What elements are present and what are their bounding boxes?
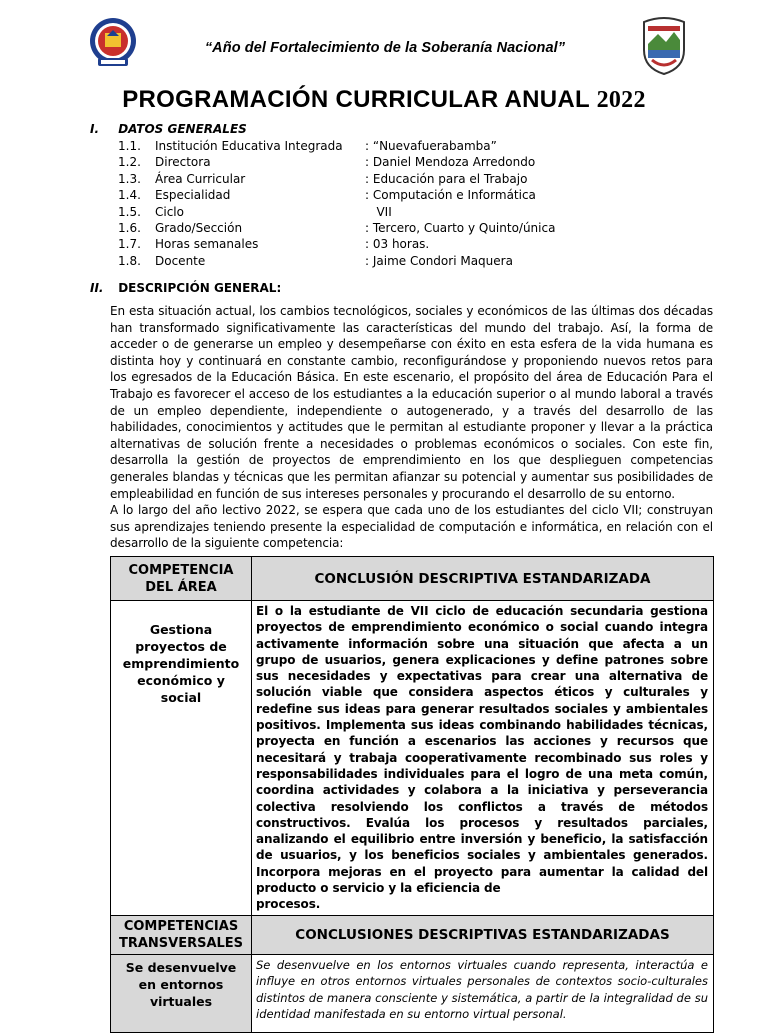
competency-table xyxy=(110,556,714,1033)
competency-conclusion xyxy=(252,601,714,916)
data-key: Directora xyxy=(155,155,211,170)
data-key: Grado/Sección xyxy=(155,220,243,235)
data-value: : “Nuevafuerabamba” xyxy=(365,139,497,153)
data-key: Ciclo xyxy=(155,204,184,219)
data-value: : Educación para el Trabajo xyxy=(365,171,528,186)
conclusion-text-end: procesos. xyxy=(256,897,321,912)
data-row-institution xyxy=(118,139,678,155)
data-value: : Jaime Condori Maquera xyxy=(365,253,513,268)
table-row xyxy=(111,954,714,1032)
table-row xyxy=(111,601,714,916)
document-title xyxy=(0,86,768,114)
data-key: Horas semanales xyxy=(155,237,259,252)
data-key: Especialidad xyxy=(155,188,231,203)
data-row-hours xyxy=(118,237,678,253)
data-number: 1.3. xyxy=(118,171,141,186)
section-2-title: DESCRIPCIÓN GENERAL: xyxy=(118,281,282,295)
section-2-heading xyxy=(90,281,281,295)
data-number: 1.8. xyxy=(118,253,141,268)
data-number: 1.4. xyxy=(118,188,141,203)
data-value: : Tercero, Cuarto y Quinto/única xyxy=(365,220,556,235)
description-paragraph-2: A lo largo del año lectivo 2022, se espera que cada uno de los estudiantes del ciclo VII; construyan sus aprendizajes teniendo presente la especialidad de computación e informática, en relación con el desarrollo de la siguiente competencia: xyxy=(110,503,713,551)
transversal-conclusion: Se desenvuelve en los entornos virtuales cuando representa, interactúa e influye en otros entornos virtuales personales de contextos socio-culturales distintos de manera consciente y sistemática, a partir de la integralidad de su identidad manifestada en su entorno virtual personal. xyxy=(252,954,714,1032)
data-number: 1.5. xyxy=(118,204,141,219)
data-number: 1.2. xyxy=(118,155,141,170)
header-descriptive-conclusions: CONCLUSIONES DESCRIPTIVAS ESTANDARIZADAS xyxy=(252,915,714,954)
title-text: PROGRAMACIÓN CURRICULAR ANUAL xyxy=(122,86,590,113)
section-1-title: DATOS GENERALES xyxy=(118,122,247,136)
data-row-area xyxy=(118,172,678,188)
general-description xyxy=(110,303,713,552)
data-number: 1.1. xyxy=(118,139,141,153)
data-key: Institución Educativa Integrada xyxy=(155,139,343,153)
header-descriptive-conclusion: CONCLUSIÓN DESCRIPTIVA ESTANDARIZADA xyxy=(252,557,714,601)
data-key: Docente xyxy=(155,253,206,268)
data-value: : Daniel Mendoza Arredondo xyxy=(365,155,536,170)
school-emblem-logo xyxy=(88,16,138,70)
data-key: Área Curricular xyxy=(155,171,246,186)
transversal-competency-name: Se desenvuelve en entornos virtuales xyxy=(111,954,252,1032)
data-row-specialty xyxy=(118,188,678,204)
data-row-grade xyxy=(118,221,678,237)
data-number: 1.6. xyxy=(118,220,141,235)
competency-name: Gestiona proyectos de emprendimiento económico y social xyxy=(111,601,252,916)
section-1-heading xyxy=(90,122,247,136)
general-data-list xyxy=(118,139,678,270)
data-value: : 03 horas. xyxy=(365,237,430,252)
year-motto: “Año del Fortalecimiento de la Soberanía Nacional” xyxy=(204,40,566,56)
table-header-row xyxy=(111,557,714,601)
data-value: VII xyxy=(365,204,392,219)
description-paragraph-1: En esta situación actual, los cambios tecnológicos, sociales y económicos de las últimas dos décadas han transformado significativamente las características del mundo del trabajo. Así, la forma de acceder o de generarse un empleo y desempeñarse con éxito en esta esfera de la vida humana es distinta hoy y continuará en constante cambio, reconfigurándose y proponiendo nuevos retos para los egresados de la Educación Básica. En este escenario, el propósito del área de Educación Para el Trabajo es favorecer el acceso de los estudiantes a la educación superior o al mundo laboral a través de un empleo dependiente, independiente o autogenerado, y a través del desarrollo de las habilidades, conocimientos y actitudes que le permitan al estudiante proponer y llevar a la práctica alternativas de solución frente a necesidades o problemas económicos o sociales. Con este fin, desarrolla la gestión de proyectos de emprendimiento en los que desplieguen competencias generales blandas y técnicas que les permitan afianzar su potencial y aumentar sus posibilidades de empleabilidad en función de sus intereses personales y procurando el desarrollo de su entorno. xyxy=(110,304,713,501)
conclusion-text: El o la estudiante de VII ciclo de educación secundaria gestiona proyectos de emprendimiento económico o social cuando integra activamente información sobre una situación que afecta a un grupo de usuarios, genera explicaciones y define patrones sobre sus necesidades y expectativas para crear una alternativa de solución viable que considera aspectos éticos y culturales y redefine sus ideas para generar resultados sociales y ambientales positivos. Implementa sus ideas combinando habilidades técnicas, proyecta en función a escenarios las acciones y recursos que necesitará y trabaja cooperativamente recombinado sus roles y responsabilidades individuales para el logro de una meta común, coordina actividades y colabora a la iniciativa y perseverancia colectiva resolviendo los conflictos a través de métodos constructivos. Evalúa los procesos y resultados parciales, analizando el equilibrio entre inversión y beneficio, la satisfacción de usuarios, y los beneficios sociales y ambientales generados. Incorpora mejoras en el proyecto para aumentar la calidad del producto o servicio y la eficiencia de xyxy=(256,604,708,896)
institution-shield-logo xyxy=(638,14,690,76)
data-row-cycle xyxy=(118,205,678,221)
section-1-number: I. xyxy=(90,122,100,136)
header-transversal-competencies: COMPETENCIAS TRANSVERSALES xyxy=(111,915,252,954)
data-value: : Computación e Informática xyxy=(365,188,536,203)
data-row-director xyxy=(118,155,678,171)
data-number: 1.7. xyxy=(118,237,141,252)
header-competency-area: COMPETENCIA DEL ÁREA xyxy=(111,557,252,601)
section-2-number: II. xyxy=(90,281,104,295)
table-header-row-transversal xyxy=(111,915,714,954)
title-year: 2022 xyxy=(596,87,646,113)
data-row-teacher xyxy=(118,254,678,270)
